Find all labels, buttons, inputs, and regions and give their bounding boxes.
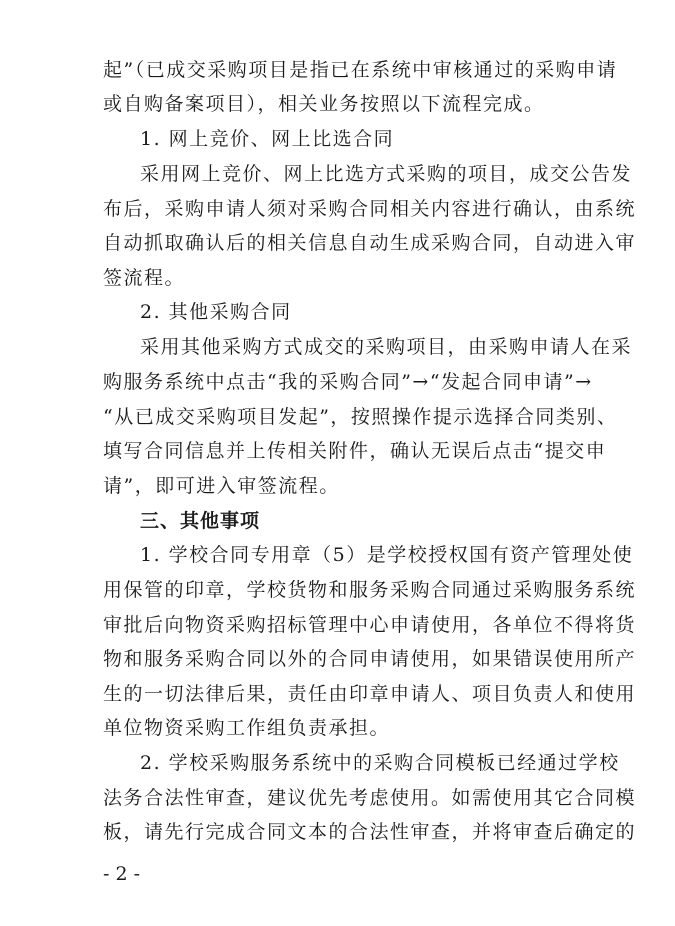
text-line-11: “从已成交采购项目发起”，按照操作提示选择合同类别、 [103,406,618,428]
subheading-online-bidding: 1. 网上竞价、网上比选合同 [140,128,395,150]
text-line-20: 单位物资采购工作组负责承担。 [103,717,391,739]
text-line-7: 签流程。 [103,267,186,289]
text-line-12: 填写合同信息并上传相关附件，确认无误后点击“提交申 [103,440,607,462]
text-line-9: 采用其他采购方式成交的采购项目，由采购申请人在采 [140,336,633,358]
text-line-10: 购服务系统中点击“我的采购合同”→“发起合同申请”→ [103,371,593,393]
text-line-5: 布后，采购申请人须对采购合同相关内容进行确认，由系统 [103,198,637,220]
text-line-13: 请”，即可进入审签流程。 [103,475,340,497]
text-line-18: 物和服务采购合同以外的合同申请使用，如果错误使用所产 [103,648,637,670]
text-line-19: 生的一切法律后果，责任由印章申请人、项目负责人和使用 [103,683,637,705]
text-line-15: 1. 学校合同专用章（5）是学校授权国有资产管理处使 [140,544,634,566]
text-line-22: 法务合法性审查，建议优先考虑使用。如需使用其它合同模 [103,787,637,809]
text-line-16: 用保管的印章，学校货物和服务采购合同通过采购服务系统 [103,579,637,601]
text-line-23: 板，请先行完成合同文本的合法性审查，并将审查后确定的 [103,821,637,843]
text-line-1: 起”（已成交采购项目是指已在系统中审核通过的采购申请 [103,59,618,81]
section-heading-other-matters: 三、其他事项 [140,510,261,532]
text-line-21: 2. 学校采购服务系统中的采购合同模板已经通过学校 [140,752,620,774]
page-number: - 2 - [103,863,141,885]
text-line-2: 或自购备案项目），相关业务按照以下流程完成。 [103,93,545,115]
text-line-17: 审批后向物资采购招标管理中心申请使用，各单位不得将货 [103,614,637,636]
text-line-4: 采用网上竞价、网上比选方式采购的项目，成交公告发 [140,163,633,185]
subheading-other-contracts: 2. 其他采购合同 [140,301,292,323]
text-line-6: 自动抓取确认后的相关信息自动生成采购合同，自动进入审 [103,232,637,254]
